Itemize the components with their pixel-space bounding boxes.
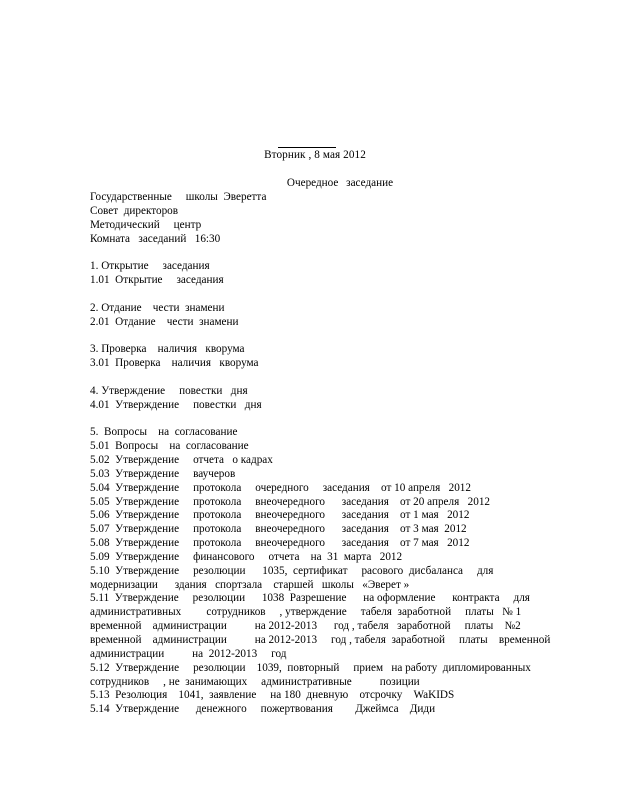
meeting-date: Вторник , 8 мая 2012 xyxy=(264,149,366,161)
agenda-item-continuation: временной администрации на 2012-2013 год , табеля заработной платы №2 xyxy=(90,620,521,633)
agenda-item-continuation: административных сотрудников , утверждение табеля заработной платы № 1 xyxy=(90,606,522,619)
agenda-item-continuation: временной администрации на 2012-2013 год , табеля заработной платы временной xyxy=(90,634,551,646)
agenda-item: 4.01 Утверждение повестки дня xyxy=(90,398,262,411)
agenda-item: 5.02 Утверждение отчета о кадрах xyxy=(90,454,273,467)
agenda-item: 5.14 Утверждение денежного пожертвования Джеймса Диди xyxy=(90,703,436,716)
section-heading: 5. Вопросы на согласование xyxy=(90,426,238,439)
spacer xyxy=(90,288,530,302)
agenda-item: 5.12 Утверждение резолюции 1039, повторный прием на работу дипломированных xyxy=(90,661,531,674)
agenda-section xyxy=(90,260,530,288)
agenda-item: 5.03 Утверждение ваучеров xyxy=(90,467,236,480)
org-line: Комната заседаний 16:30 xyxy=(90,232,221,245)
agenda-item: 5.04 Утверждение протокола очередного заседания от 10 апреля 2012 xyxy=(90,481,471,494)
agenda-section xyxy=(90,343,530,371)
agenda-item: 5.06 Утверждение протокола внеочередного заседания от 1 мая 2012 xyxy=(90,509,470,522)
org-line: Методический центр xyxy=(90,218,202,231)
org-line: Государственные школы Эверетта xyxy=(90,191,267,203)
agenda-item: 5.08 Утверждение протокола внеочередного заседания от 7 мая 2012 xyxy=(90,537,470,550)
section-heading: 4. Утверждение повестки дня xyxy=(90,384,248,397)
agenda-item: 5.10 Утверждение резолюции 1035, сертификат расового дисбаланса для xyxy=(90,564,494,577)
agenda-item-continuation: администрации на 2012-2013 год xyxy=(90,647,287,660)
agenda-item: 1.01 Открытие заседания xyxy=(90,274,224,287)
agenda-item: 5.05 Утверждение протокола внеочередного заседания от 20 апреля 2012 xyxy=(90,495,491,508)
agenda-item-continuation: модернизации здания спортзала старшей школы «Эверет » xyxy=(90,578,410,591)
section-heading: 2. Отдание чести знамени xyxy=(90,301,225,314)
agenda-item-continuation: сотрудников , не занимающих административные позиции xyxy=(90,675,420,688)
meeting-type: Очередное заседание xyxy=(286,177,394,189)
agenda-item: 5.13 Резолюция 1041, заявление на 180 дневную отсрочку WaKIDS xyxy=(90,689,455,702)
agenda-item: 5.07 Утверждение протокола внеочередного заседания от 3 мая 2012 xyxy=(90,523,467,536)
spacer xyxy=(90,413,530,427)
agenda-item: 3.01 Проверка наличия кворума xyxy=(90,357,259,370)
spacer xyxy=(90,371,530,385)
document-body xyxy=(90,191,551,717)
agenda-item: 5.09 Утверждение финансового отчета на 31 марта 2012 xyxy=(90,550,403,563)
agenda-section xyxy=(90,426,551,717)
section-heading: 3. Проверка наличия кворума xyxy=(90,343,245,356)
agenda-section xyxy=(90,302,530,330)
agenda-item: 5.11 Утверждение резолюции 1038 Разрешение на оформление контракта для xyxy=(90,592,530,605)
agenda-item: 5.01 Вопросы на согласование xyxy=(90,440,249,453)
spacer xyxy=(90,329,530,343)
spacer xyxy=(90,246,530,260)
agenda-item: 2.01 Отдание чести знамени xyxy=(90,315,239,328)
section-heading: 1. Открытие заседания xyxy=(90,260,210,273)
agenda-section xyxy=(90,385,530,413)
org-line: Совет директоров xyxy=(90,204,179,217)
header-rule xyxy=(278,147,336,148)
